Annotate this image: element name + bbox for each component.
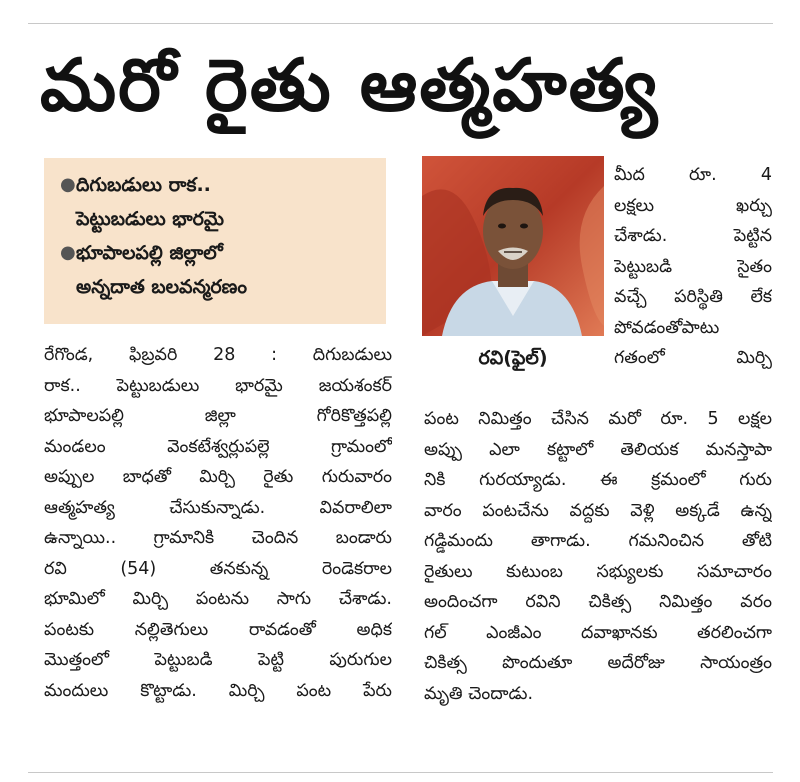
article-line: పోవడంతోపాటు	[614, 317, 720, 338]
article-column-right	[424, 404, 772, 709]
article-line: ఆత్మహత్య చేసుకున్నాడు. వివరాలిలా	[44, 497, 392, 518]
highlights-box	[44, 158, 386, 324]
bottom-rule	[28, 772, 773, 773]
bullet-icon: ●	[60, 174, 76, 195]
article-line: లక్షలు ఖర్చు	[614, 195, 772, 216]
portrait-image	[422, 156, 604, 336]
farmer-photo	[422, 156, 604, 336]
article-line: చేశాడు. పెట్టిన	[614, 226, 772, 246]
article-line: అప్పు ఎలా కట్టాలో తెలియక మనస్తాపా	[424, 439, 772, 460]
article-line: పెట్టుబడి సైతం	[614, 256, 772, 277]
article-line: రైతులు కుటుంబ సభ్యులకు సమాచారం	[424, 561, 772, 582]
photo-caption: రవి(ఫైల్)	[478, 347, 548, 369]
article-column-left	[44, 340, 392, 706]
article-line: వారం పంటచేను వద్దకు వెళ్లి అక్కడే ఉన్న	[424, 500, 772, 521]
bullet-icon: ●	[60, 242, 76, 263]
article-line: పంటకు నల్లితెగులు రావడంతో అధిక	[44, 619, 392, 640]
article-line: నికి గురయ్యాడు. ఈ క్రమంలో గురు	[424, 470, 772, 490]
article-line: మందులు కొట్టాడు. మిర్చి పంట పేరు	[44, 680, 392, 701]
article-line: మీద రూ. 4	[614, 165, 772, 185]
article-line: గతంలో మిర్చి	[614, 348, 772, 368]
article-line: అప్పుల బాధతో మిర్చి రైతు గురువారం	[44, 467, 392, 487]
article-line: రేగొండ, ఫిబ్రవరి 28 : దిగుబడులు	[44, 345, 392, 365]
article-line: ఉన్నాయి.. గ్రామానికి చెందిన బండారు	[44, 528, 392, 548]
article-line: మొత్తంలో పెట్టుబడి పెట్టి పురుగుల	[44, 650, 392, 670]
highlight-text: దిగుబడులు రాక.. పెట్టుబడులు భారమై	[76, 174, 225, 230]
headline: మరో రైతు ఆత్మహత్య	[40, 43, 660, 127]
article-line: రాక.. పెట్టుబడులు భారమై జయశంకర్	[44, 375, 392, 396]
article-line: అందించగా రవిని చికిత్స నిమిత్తం వరం	[424, 592, 772, 612]
article-line: మృతి చెందాడు.	[424, 683, 534, 704]
article-line: భూపాలపల్లి జిల్లా గోరికొత్తపల్లి	[44, 406, 392, 426]
article-line: గడ్డిమందు తాగాడు. గమనించిన తోటి	[424, 531, 772, 551]
top-rule	[28, 23, 773, 24]
article-line: చికిత్స పొందుతూ అదేరోజు సాయంత్రం	[424, 653, 772, 673]
highlight-item	[60, 168, 376, 236]
article-line: పంట నిమిత్తం చేసిన మరో రూ. 5 లక్షల	[424, 409, 772, 429]
article-line: వచ్చే పరిస్థితి లేక	[614, 287, 772, 307]
article-line: రవి (54) తనకున్న రెండెకరాల	[44, 558, 392, 579]
article-column-right-narrow	[614, 160, 772, 374]
highlight-item	[60, 236, 376, 304]
highlight-text: భూపాలపల్లి జిల్లాలో అన్నదాత బలవన్మరణం	[76, 242, 247, 298]
article-line: మండలం వెంకటేశ్వర్లుపల్లె గ్రామంలో	[44, 436, 392, 457]
article-line: భూమిలో మిర్చి పంటను సాగు చేశాడు.	[44, 589, 392, 609]
article-line: గల్ ఎంజీఎం దవాఖానకు తరలించగా	[424, 622, 772, 643]
